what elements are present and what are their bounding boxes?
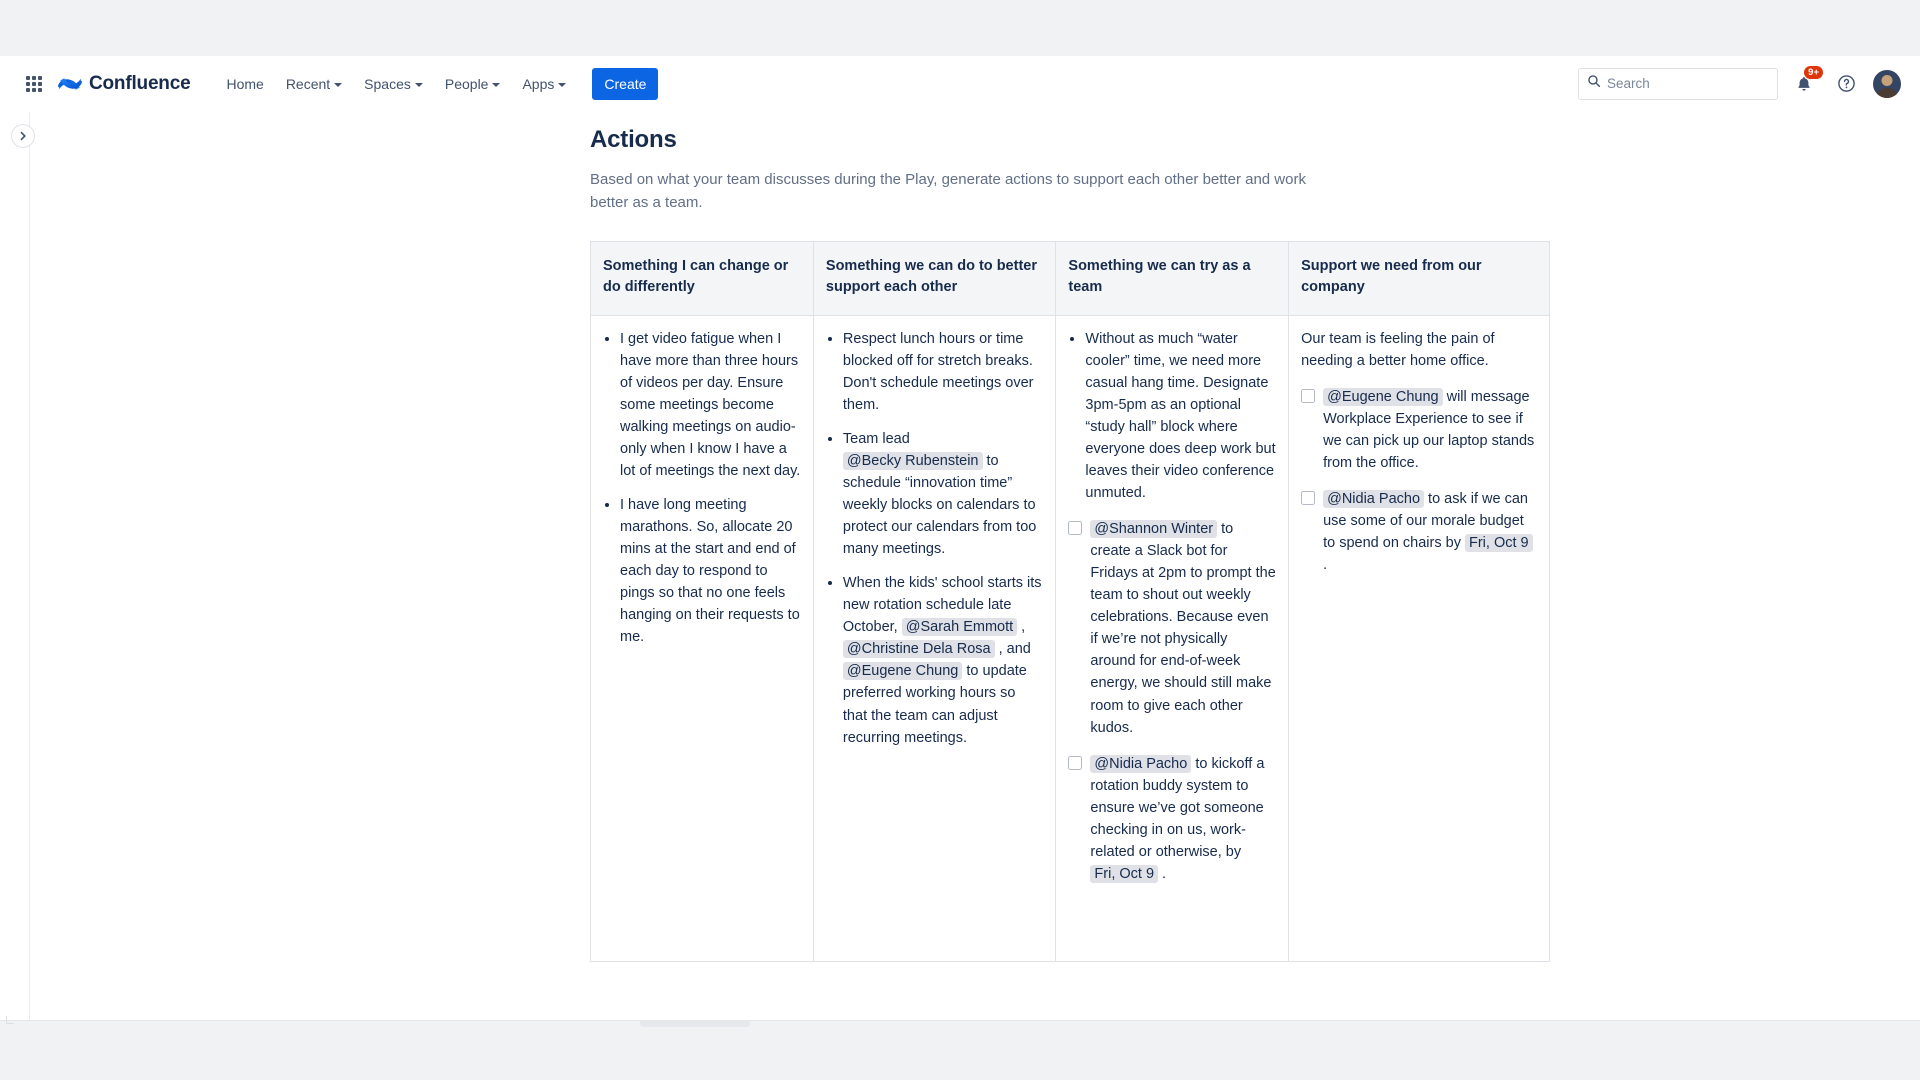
action-item: [1301, 488, 1537, 576]
app-switcher-icon: [26, 76, 42, 92]
bottom-placeholder-bar: [640, 1020, 750, 1027]
corner-marker: [6, 1016, 14, 1024]
sidebar-collapsed-rail: [0, 112, 30, 1020]
nav-item-label: Recent: [285, 75, 331, 92]
page-title: Actions: [590, 126, 677, 153]
browser-chrome-strip: [0, 0, 1920, 56]
brand-name: Confluence: [89, 72, 191, 94]
page-content-area: [0, 112, 1920, 1020]
nav-item-label: Spaces: [364, 75, 411, 92]
column-header-3: Something we can try as a team: [1056, 241, 1289, 316]
chevron-down-icon: [334, 83, 342, 87]
due-date-chip[interactable]: Fri, Oct 9: [1465, 534, 1533, 552]
chevron-down-icon: [415, 83, 423, 87]
list-item: • Team lead @Becky Rubenstein to schedule “innovation time” weekly blocks on calendars to protect our calendars from too many meetings.: [843, 428, 1044, 560]
cell-team-experiments[interactable]: [1056, 316, 1289, 962]
list-item: • When the kids' school starts its new rotation schedule late October, @Sarah Emmott , @Christine Dela Rosa , and @Eugene Chung to update preferred working hours so that the team can adjust recurring meetings.: [843, 572, 1044, 748]
nav-item-label: Apps: [522, 75, 555, 92]
document-body: [30, 112, 1920, 962]
avatar-body: [1876, 88, 1898, 99]
task-checkbox[interactable]: [1068, 756, 1082, 770]
nav-item-home[interactable]: [216, 68, 273, 100]
user-mention[interactable]: @Christine Dela Rosa: [843, 640, 995, 658]
help-icon: [1837, 74, 1856, 93]
task-checkbox[interactable]: [1301, 389, 1315, 403]
user-mention[interactable]: @Nidia Pacho: [1090, 755, 1191, 773]
col2-list: [843, 328, 1044, 749]
nav-item-label: Home: [226, 75, 264, 92]
nav-item-recent[interactable]: [276, 68, 352, 100]
col3-task-list: [1068, 518, 1276, 885]
search-icon: [1587, 74, 1601, 93]
list-item: • I get video fatigue when I have more than three hours of videos per day. Ensure some meetings become walking meetings on audio-only when I know I have a lot of meetings the next day.: [620, 328, 801, 482]
cell-changes-i-can-make[interactable]: [591, 316, 814, 962]
col4-intro: Our team is feeling the pain of needing a better home office.: [1301, 331, 1495, 370]
confluence-home-link[interactable]: [58, 72, 190, 96]
col4-task-list: [1301, 386, 1537, 576]
task-text: @Nidia Pacho to kickoff a rotation buddy system to ensure we’ve got someone checking in on us, work-related or otherwise, by Fri, Oct 9 .: [1090, 755, 1265, 882]
col1-list: [620, 328, 801, 648]
chevron-down-icon: [492, 83, 500, 87]
user-mention[interactable]: @Becky Rubenstein: [843, 452, 983, 470]
help-button[interactable]: [1830, 68, 1862, 100]
column-header-2: Something we can do to better support each other: [813, 241, 1056, 316]
table-row: [591, 316, 1550, 962]
chevron-down-icon: [558, 83, 566, 87]
user-mention[interactable]: @Eugene Chung: [1323, 388, 1442, 406]
cell-support-each-other[interactable]: [813, 316, 1056, 962]
list-item: • I have long meeting marathons. So, allocate 20 mins at the start and end of each day to respond to pings so that no one feels hanging on their requests to me.: [620, 494, 801, 648]
search-input[interactable]: [1607, 76, 1769, 91]
chevron-right-icon: [18, 131, 28, 141]
notification-badge: 9+: [1803, 65, 1824, 80]
col3-list: [1085, 328, 1276, 504]
table-header-row: [591, 241, 1550, 316]
global-navigation-bar: [0, 56, 1920, 112]
task-checkbox[interactable]: [1068, 521, 1082, 535]
search-box[interactable]: [1578, 68, 1778, 100]
task-checkbox[interactable]: [1301, 491, 1315, 505]
nav-right-cluster: [1578, 68, 1902, 100]
create-button[interactable]: Create: [592, 68, 658, 100]
list-item: • Without as much “water cooler” time, we need more casual hang time. Designate 3pm-5pm as an optional “study hall” block where everyone does deep work but leaves their video conference unmuted.: [1085, 328, 1276, 504]
list-item: • Respect lunch hours or time blocked off for stretch breaks. Don't schedule meetings over them.: [843, 328, 1044, 416]
nav-item-apps[interactable]: [512, 68, 576, 100]
nav-item-people[interactable]: [435, 68, 511, 100]
column-header-4: Support we need from our company: [1289, 241, 1550, 316]
user-mention[interactable]: @Shannon Winter: [1090, 520, 1217, 538]
user-mention[interactable]: @Nidia Pacho: [1323, 490, 1424, 508]
page-description: Based on what your team discusses during the Play, generate actions to support each other better and work better as a team.: [590, 171, 1306, 212]
task-text: @Nidia Pacho to ask if we can use some of our morale budget to spend on chairs by Fri, Oct 9 .: [1323, 488, 1537, 576]
confluence-logo-icon: [58, 72, 82, 96]
action-item: [1301, 386, 1537, 474]
table-header: [591, 241, 1550, 316]
cell-company-support[interactable]: [1289, 316, 1550, 962]
nav-item-label: People: [444, 75, 489, 92]
app-switcher-button[interactable]: [18, 68, 50, 100]
column-header-1: Something I can change or do differently: [591, 241, 814, 316]
actions-table: [590, 241, 1550, 963]
user-mention[interactable]: @Sarah Emmott: [902, 618, 1017, 636]
notifications-button[interactable]: [1788, 68, 1820, 100]
due-date-chip[interactable]: Fri, Oct 9: [1090, 865, 1158, 883]
action-item: [1068, 518, 1276, 738]
primary-nav-items: [216, 68, 658, 100]
avatar-head: [1882, 75, 1893, 86]
bottom-strip: [0, 1020, 1920, 1080]
table-body: [591, 316, 1550, 962]
task-text: @Eugene Chung will message Workplace Experience to see if we can pick up our laptop stands from the office.: [1323, 389, 1535, 472]
user-avatar[interactable]: [1872, 69, 1902, 99]
user-mention[interactable]: @Eugene Chung: [843, 662, 962, 680]
task-text: @Shannon Winter to create a Slack bot for Fridays at 2pm to prompt the team to shout out weekly celebrations. Because even if we’re not physically around for end-of-week energy, we should still make room to give each other kudos.: [1090, 521, 1276, 736]
action-item: [1068, 753, 1276, 885]
nav-item-spaces[interactable]: [354, 68, 433, 100]
